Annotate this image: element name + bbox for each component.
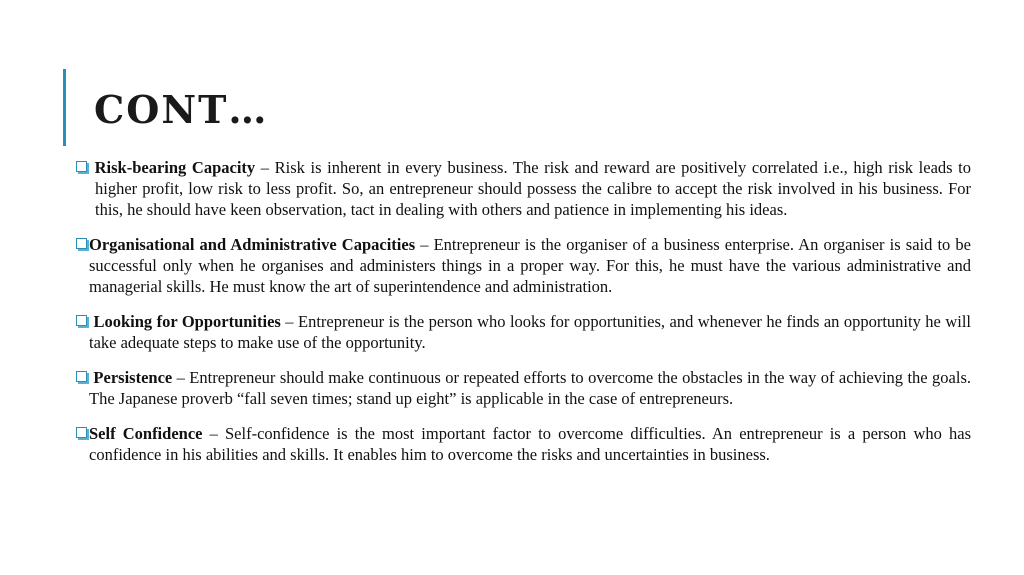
item-term: Persistence xyxy=(93,368,173,387)
list-item-risk-bearing xyxy=(76,157,971,220)
item-text: – Risk is inherent in every business. The risk and reward are positively correlated i.e., high risk leads to higher profit, low risk to less profit. So, an entrepreneur should possess the calibre to accept the risk involved in his business. For this, he should have keen observation, tact in dealing with others and patience in implementing his ideas. xyxy=(95,158,972,219)
checkbox-bullet-icon xyxy=(76,315,87,326)
page-title: CONT… xyxy=(94,87,269,132)
list-item-self-confidence xyxy=(76,423,971,465)
item-term: Self Confidence xyxy=(89,424,203,443)
item-text: – Entrepreneur is the person who looks for opportunities, and whenever he finds an opportunity he will take adequate steps to make use of the opportunity. xyxy=(89,312,971,352)
checkbox-bullet-icon xyxy=(76,427,87,438)
checkbox-bullet-icon xyxy=(76,371,87,382)
bullet-list xyxy=(76,157,971,479)
item-text: – Entrepreneur is the organiser of a business enterprise. An organiser is said to be successful only when he organises and administers things in a proper way. For this, he must have the various administrative and managerial skills. He must know the art of superintendence and administration. xyxy=(89,235,971,296)
checkbox-bullet-icon xyxy=(76,238,87,249)
checkbox-bullet-icon xyxy=(76,161,87,172)
list-item-persistence xyxy=(76,367,971,409)
item-term: Looking for Opportunities xyxy=(93,312,281,331)
item-text: – Entrepreneur should make continuous or repeated efforts to overcome the obstacles in the way of achieving the goals. The Japanese proverb “fall seven times; stand up eight” is applicable in the case of entrepreneurs. xyxy=(89,368,971,408)
list-item-organisational xyxy=(76,234,971,297)
item-term: Risk-bearing Capacity xyxy=(94,158,256,177)
item-text: – Self-confidence is the most important factor to overcome difficulties. An entrepreneur is a person who has confidence in his abilities and skills. It enables him to overcome the risks and uncertainties in business. xyxy=(89,424,971,464)
list-item-opportunities xyxy=(76,311,971,353)
item-term: Organisational and Administrative Capacities xyxy=(89,235,416,254)
title-accent-bar xyxy=(63,69,66,146)
